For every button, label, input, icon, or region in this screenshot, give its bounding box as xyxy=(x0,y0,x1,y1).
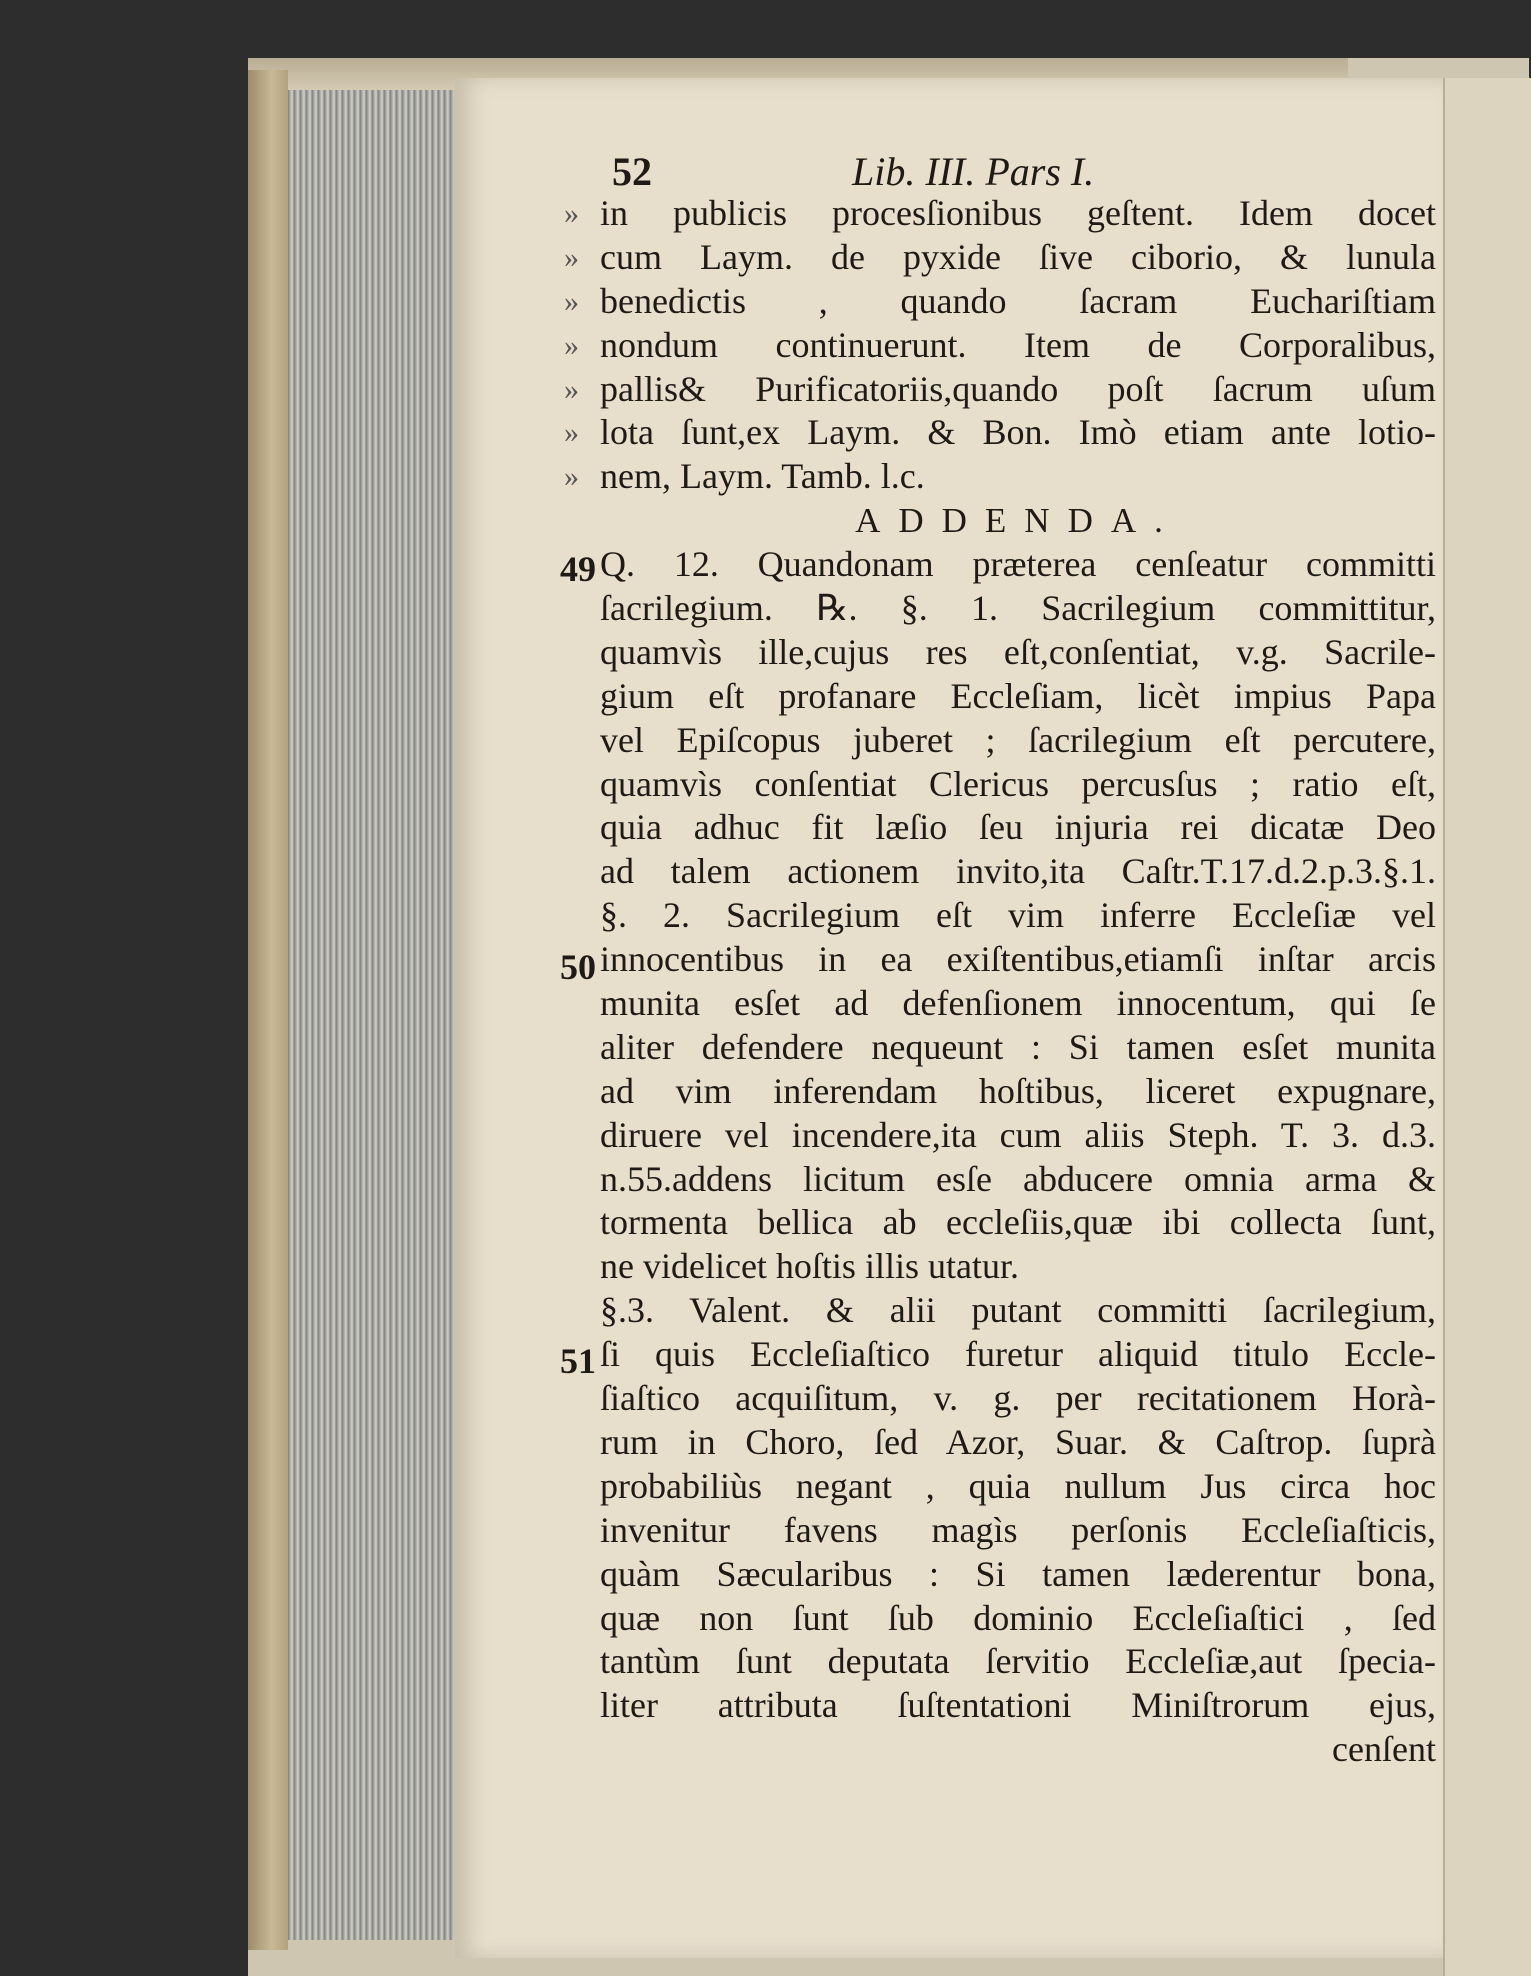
text-line: » benedictis , quando ſacram Euchariſtiam xyxy=(600,280,1436,324)
quote-mark: » xyxy=(564,416,579,450)
margin-number-49: 49 xyxy=(560,549,596,589)
quote-mark: » xyxy=(564,372,579,406)
text-line: tantùm ſunt deputata ſervitio Eccleſiæ,aut ſpecia- xyxy=(600,1641,1436,1682)
page-number: 52 xyxy=(612,149,652,194)
text-line: quàm Sæcularibus : Si tamen læderentur bona, xyxy=(600,1553,1436,1594)
text-line: quæ non ſunt ſub dominio Eccleſiaſtici , ſed xyxy=(600,1597,1436,1638)
text-line: liter attributa ſuſtentationi Miniſtrorum ejus, xyxy=(600,1685,1436,1726)
book-spine xyxy=(248,70,288,1950)
quote-mark: » xyxy=(564,460,579,494)
text-line: §. 2. Sacrilegium eſt vim inferre Eccleſiæ vel xyxy=(600,895,1436,936)
text-line: ad vim inferendam hoſtibus, liceret expugnare, xyxy=(600,1070,1436,1111)
text-line: §.3. Valent. & alii putant committi ſacrilegium, xyxy=(600,1290,1436,1331)
text-line: » in publicis procesſionibus geſtent. Idem docet xyxy=(600,192,1436,236)
margin-number-50: 50 xyxy=(560,947,596,987)
page-edges xyxy=(288,90,458,1940)
quote-mark: » xyxy=(564,284,579,318)
text-line: munita esſet ad defenſionem innocentum, qui ſe xyxy=(600,983,1436,1024)
text-line: vel Epiſcopus juberet ; ſacrilegium eſt percutere, xyxy=(600,719,1436,760)
quote-mark: » xyxy=(564,328,579,362)
page-header xyxy=(612,148,1442,194)
text-line: invenitur favens magìs perſonis Eccleſiaſticis, xyxy=(600,1509,1436,1550)
text-line: » nem, Laym. Tamb. l.c. xyxy=(600,455,1436,499)
running-title: Lib. III. Pars I. xyxy=(852,149,1095,194)
text-line: ſi quis Eccleſiaſtico furetur aliquid titulo Eccle- xyxy=(600,1334,1436,1375)
margin-number-51: 51 xyxy=(560,1341,596,1381)
text-line: » pallis& Purificatoriis,quando poſt ſacrum uſum xyxy=(600,368,1436,412)
text-line: » nondum continuerunt. Item de Corporalibus, xyxy=(600,324,1436,368)
text-line: ad talem actionem invito,ita Caſtr.T.17.d.2.p.3.§.1. xyxy=(600,851,1436,892)
text-line: quia adhuc fit læſio ſeu injuria rei dicatæ Deo xyxy=(600,807,1436,848)
text-line: Q. 12. Quandonam præterea cenſeatur committi xyxy=(600,544,1436,585)
text-line: ne videlicet hoſtis illis utatur. xyxy=(600,1246,1019,1287)
catchword: cenſent xyxy=(1332,1729,1436,1770)
text-line: ſiaſtico acquiſitum, v. g. per recitationem Horà- xyxy=(600,1378,1436,1419)
text-line: probabiliùs negant , quia nullum Jus circa hoc xyxy=(600,1465,1436,1506)
text-line: quamvìs ille,cujus res eſt,conſentiat, v.g. Sacrile- xyxy=(600,631,1436,672)
text-line: tormenta bellica ab eccleſiis,quæ ibi collecta ſunt, xyxy=(600,1202,1436,1243)
quote-mark: » xyxy=(564,240,579,274)
text-line: ſacrilegium. ℞. §. 1. Sacrilegium committitur, xyxy=(600,588,1436,629)
text-line: n.55.addens licitum esſe abducere omnia arma & xyxy=(600,1158,1436,1199)
quote-mark: » xyxy=(564,197,579,230)
text-line: » lota ſunt,ex Laym. & Bon. Imò etiam ante lotio- xyxy=(600,411,1436,455)
text-line: diruere vel incendere,ita cum aliis Steph. T. 3. d.3. xyxy=(600,1114,1436,1155)
text-line: innocentibus in ea exiſtentibus,etiamſi inſtar arcis xyxy=(600,939,1436,980)
section-heading-addenda: ADDENDA. xyxy=(855,501,1181,541)
right-page-edge xyxy=(1443,78,1531,1976)
text-line: rum in Choro, ſed Azor, Suar. & Caſtrop. ſuprà xyxy=(600,1421,1436,1462)
text-line: quamvìs conſentiat Clericus percusſus ; ratio eſt, xyxy=(600,763,1436,804)
text-line: gium eſt profanare Eccleſiam, licèt impius Papa xyxy=(600,675,1436,716)
text-line: » cum Laym. de pyxide ſive ciborio, & lunula xyxy=(600,236,1436,280)
text-line: aliter defendere nequeunt : Si tamen esſet munita xyxy=(600,1026,1436,1067)
